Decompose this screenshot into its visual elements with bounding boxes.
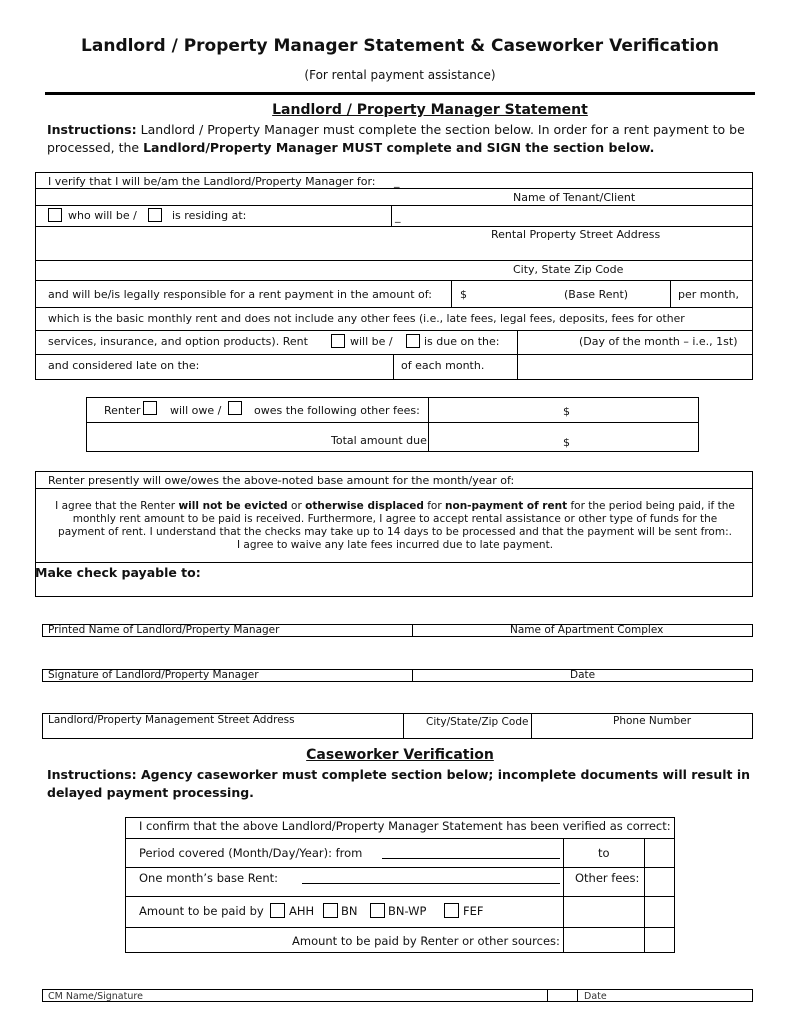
sig-divider — [412, 624, 413, 637]
each-month-label: of each month. — [401, 359, 485, 372]
apartment-complex-label: Name of Apartment Complex — [510, 624, 664, 636]
signature-date-label: Date — [570, 669, 596, 681]
form-rule — [35, 226, 753, 227]
will-owe-checkbox[interactable] — [143, 401, 157, 415]
base-rent-label: (Base Rent) — [564, 288, 629, 301]
other-fees-dollar: $ — [563, 405, 570, 418]
total-amount-label: Total amount due — [331, 434, 427, 447]
cm-divider — [547, 989, 548, 1002]
agreement-text-part: otherwise displaced — [305, 500, 424, 512]
fef-checkbox[interactable] — [444, 903, 459, 918]
cm-signature-row — [42, 989, 753, 1002]
phone-number-label: Phone Number — [613, 715, 692, 727]
cw-rule — [125, 896, 675, 897]
will-be-checkbox[interactable] — [48, 208, 62, 222]
renter-label: Renter — [104, 404, 141, 417]
rent-will-be-checkbox[interactable] — [331, 334, 345, 348]
period-to-label: to — [598, 846, 610, 860]
tenant-name-label: Name of Tenant/Client — [513, 191, 636, 204]
bn-wp-checkbox[interactable] — [370, 903, 385, 918]
bn-label: BN — [341, 904, 358, 918]
cw-rule — [125, 927, 675, 928]
bn-checkbox[interactable] — [323, 903, 338, 918]
landlord-section-heading: Landlord / Property Manager Statement — [272, 102, 588, 118]
ahh-label: AHH — [289, 904, 315, 918]
signature-label: Signature of Landlord/Property Manager — [48, 669, 259, 681]
agreement-text-part: for the period being paid, if the monthly rent amount to be paid is received. Furthermore, I agree to accept rental assistance or other type of funds for the payment of rent. I understand that the checks may take up to 14 days to be processed and that the payment will be sent from:. — [58, 500, 735, 538]
fef-label: FEF — [463, 904, 484, 918]
total-dollar: $ — [563, 436, 570, 449]
page-subtitle: (For rental payment assistance) — [304, 68, 496, 82]
period-from-field[interactable] — [382, 858, 560, 859]
form-divider — [670, 280, 671, 307]
landlord-city-label: City/State/Zip Code — [426, 716, 529, 728]
caseworker-instructions: Instructions: Agency caseworker must complete section below; incomplete documents will result in delayed payment processing. — [47, 767, 751, 800]
cm-name-label: CM Name/Signature — [48, 991, 143, 1002]
agreement-text-part: for — [423, 500, 446, 512]
rent-dollar-sign: $ — [460, 288, 467, 301]
form-divider — [517, 330, 518, 380]
other-fees-cw-label: Other fees: — [575, 871, 640, 885]
agreement-text-part: I agree to waive any late fees incurred due to late payment. — [236, 539, 554, 551]
who-will-be-label: who will be / — [68, 209, 137, 222]
base-rent-cw-label: One month’s base Rent: — [139, 871, 278, 885]
agreement-text-part: will not be evicted — [178, 500, 288, 512]
renter-sources-label: Amount to be paid by Renter or other sources: — [292, 934, 560, 948]
form-divider — [391, 205, 392, 226]
cm-divider — [577, 989, 578, 1002]
late-on-label: and considered late on the: — [48, 359, 200, 372]
form-rule — [35, 188, 753, 189]
sig-divider — [412, 669, 413, 682]
form-rule — [35, 205, 753, 206]
cw-divider — [563, 838, 564, 953]
instructions-text: Landlord / Property Manager must complete the section below. In order for a rent payment to be processed, the — [47, 122, 745, 155]
ahh-checkbox[interactable] — [270, 903, 285, 918]
confirm-label: I confirm that the above Landlord/Property Manager Statement has been verified as correct: — [139, 819, 671, 833]
instructions-strong: Landlord/Property Manager MUST complete and SIGN the section below. — [143, 140, 655, 155]
is-residing-checkbox[interactable] — [148, 208, 162, 222]
landlord-address-label: Landlord/Property Management Street Address — [48, 714, 295, 726]
services-text: services, insurance, and option products). Rent — [48, 335, 308, 348]
cw-rule — [125, 838, 675, 839]
basic-rent-text: which is the basic monthly rent and does not include any other fees (i.e., late fees, legal fees, deposits, fees for other — [48, 312, 685, 325]
day-of-month-label: (Day of the month – i.e., 1st) — [579, 335, 738, 348]
form-rule — [35, 307, 753, 308]
agreement-rule — [35, 562, 753, 563]
owes-checkbox[interactable] — [228, 401, 242, 415]
will-owe-label: will owe / — [170, 404, 222, 417]
form-rule — [35, 330, 753, 331]
agreement-text-part: or — [287, 500, 306, 512]
verify-blank[interactable]: _ — [394, 175, 400, 188]
page-title: Landlord / Property Manager Statement & Caseworker Verification — [81, 36, 719, 56]
make-check-payable-label: Make check payable to: — [35, 565, 201, 580]
instructions-label: Instructions: — [47, 122, 137, 137]
city-state-zip-label: City, State Zip Code — [513, 263, 624, 276]
period-covered-label: Period covered (Month/Day/Year): from — [139, 846, 363, 860]
verify-label: I verify that I will be/am the Landlord/Property Manager for: — [48, 175, 376, 188]
sig-divider — [531, 713, 532, 739]
fees-divider — [428, 397, 429, 452]
form-rule — [35, 280, 753, 281]
will-be-label: will be / — [350, 335, 393, 348]
agreement-text — [50, 500, 740, 552]
agreement-text-part: non-payment of rent — [445, 500, 568, 512]
owes-month-year-label: Renter presently will owe/owes the above-noted base amount for the month/year of: — [48, 474, 515, 487]
fees-rule — [86, 422, 699, 423]
street-address-label: Rental Property Street Address — [491, 228, 661, 241]
bn-wp-label: BN-WP — [388, 904, 427, 918]
rent-is-due-checkbox[interactable] — [406, 334, 420, 348]
header-rule — [45, 92, 755, 95]
form-divider — [451, 280, 452, 307]
printed-name-label: Printed Name of Landlord/Property Manager — [48, 624, 280, 636]
form-rule — [35, 354, 753, 355]
amount-paid-by-label: Amount to be paid by — [139, 904, 264, 918]
responsible-label: and will be/is legally responsible for a rent payment in the amount of: — [48, 288, 432, 301]
cw-rule — [125, 867, 675, 868]
owes-label: owes the following other fees: — [254, 404, 420, 417]
address-blank[interactable]: _ — [395, 210, 401, 223]
agreement-rule — [35, 488, 753, 489]
landlord-instructions — [47, 121, 762, 157]
landlord-form-table — [35, 172, 753, 380]
sig-divider — [403, 713, 404, 739]
is-residing-label: is residing at: — [172, 209, 247, 222]
per-month-label: per month, — [678, 288, 739, 301]
cm-date-label: Date — [584, 991, 607, 1002]
form-divider — [393, 354, 394, 380]
agreement-text-part: I agree that the Renter — [55, 500, 179, 512]
cw-divider — [644, 838, 645, 953]
caseworker-section-heading: Caseworker Verification — [306, 747, 494, 763]
is-due-label: is due on the: — [424, 335, 500, 348]
base-rent-field[interactable] — [302, 883, 560, 884]
form-rule — [35, 260, 753, 261]
